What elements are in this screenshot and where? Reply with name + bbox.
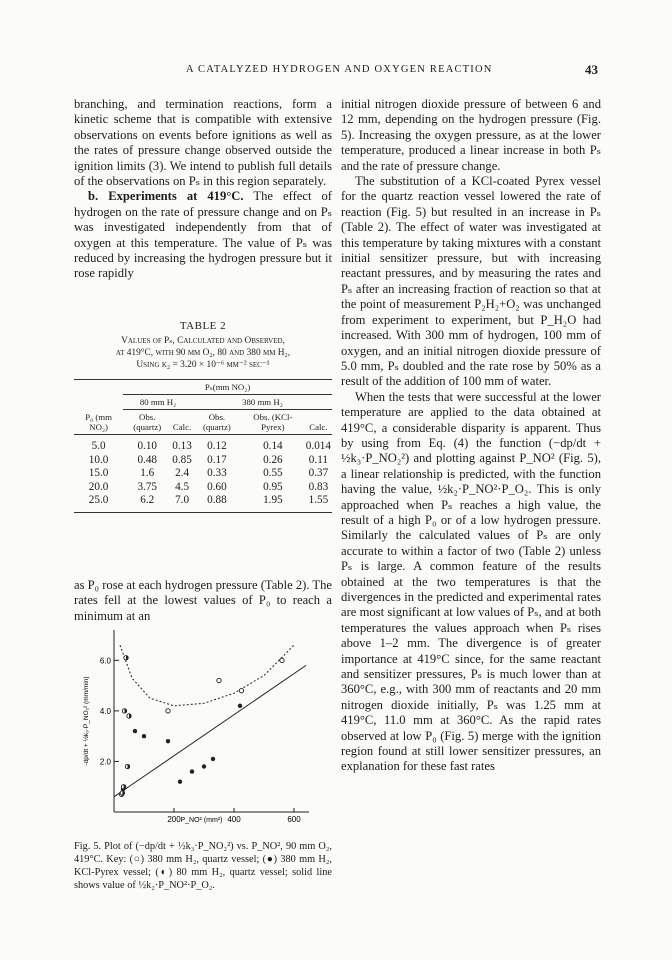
table-cell: 0.33 <box>207 467 227 479</box>
table-cell: 7.0 <box>171 494 193 512</box>
paragraph-initial-no2: initial nitrogen dioxide pressure of between 6 and 12 mm, depending on the hydrogen pressure (Fig. 5). Increasing the oxygen pressure, as at the lower temperature, produced a linear increase in both Pₛ and the rate of pressure change. <box>341 97 601 173</box>
y-tick-label: 2.0 <box>99 757 111 767</box>
data-point-filled <box>202 764 206 768</box>
table-cell: 4.5 <box>175 480 190 493</box>
dashed-curve <box>120 645 294 706</box>
table-cell: 1.6 <box>140 467 155 479</box>
col-header-p0: P₀ (mm NO₂) <box>74 380 123 435</box>
paragraph-tests: When the tests that were successful at the lower temperature are applied to the data obtained at 419°C, a considerable disparity is apparent. Thus by using from Eq. (4) the function (−dp/dt + ½k₃·P_NO₂²) and plotting against P_NO² (Fig. 5), a linear relationship is predicted, with the function having the value, ½k₂·P_NO²·P_O₂. This is only approached when Pₛ reaches a high value, the result of a high P₀ or of a low hydrogen pressure. Similarly the calculated values of Pₛ are only accurate to within a factor of two (Table 2) unless Pₛ is large. A common feature of the results obtained at the two temperatures is that the divergences in the predicted and experimental rates are most significant at low values of Pₛ, and at both temperatures the values approach when Pₛ rises above 1–2 mm. The divergence is of greater importance at 419°C since, for the same reactant and sensitizer pressures, Pₛ is much lower than at 360°C, e.g., with 300 mm of reactants and 20 mm nitrogen dioxide initially, Pₛ was 1.25 mm at 419°C, 11.0 mm at 360°C. As the rapid rates observed at low P₀ (Fig. 5) merge with the ignition region found at still lower sensitizer pressures, an explanation for these fast rates <box>341 389 601 774</box>
table-cell: 0.95 <box>263 480 283 493</box>
paragraph-p0-rose: as P₀ rose at each hydrogen pressure (Table 2). The rates fell at the lowest values of P₀ to reach a minimum at an <box>74 578 332 623</box>
y-tick-label: 4.0 <box>99 706 111 716</box>
table-row <box>74 467 332 481</box>
table-cell: 0.17 <box>207 453 227 466</box>
data-point-filled <box>133 729 137 733</box>
table-2 <box>74 320 332 513</box>
col-header-obs-quartz: Obs. (quartz) <box>123 410 171 435</box>
y-tick-label: 6.0 <box>99 656 111 666</box>
col-header-obs-kcl: Obs. (KCl-Pyrex) <box>241 410 305 435</box>
col-header-calc-380: Calc. <box>305 410 332 435</box>
paragraph-kcl-pyrex: The substitution of a KCl-coated Pyrex vessel for the quartz reaction vessel lowered the rate of reaction (Fig. 5) but resulted in an increase in Pₛ (Table 2). The effect of water was investigated at this temperature by taking mixtures with a constant initial sensitizer pressure, but with increasing reactant pressures, and by measuring the rates and Pₛ after an increasing fraction of reaction so that at the point of measurement P₂H₂+O₂ was unchanged from experiment to experiment, but P_H₂O had increased. With 300 mm of hydrogen, 100 mm of oxygen, and an initial nitrogen dioxide pressure of 5.0 mm, Pₛ doubled and the rate rose by 50% as a result of the addition of 100 mm of water. <box>341 174 601 389</box>
page-number: 43 <box>585 62 598 77</box>
table-cell: 15.0 <box>88 467 109 479</box>
data-point-filled <box>190 769 194 773</box>
left-column-top <box>74 97 332 282</box>
data-point-filled <box>166 739 170 743</box>
data-point-open <box>166 709 170 713</box>
table-caption-line: Using k₂ = 3.20 × 10⁻⁶ mm⁻² sec⁻¹ <box>136 360 270 370</box>
col-header-obs-quartz-380: Obs. (quartz) <box>193 410 241 435</box>
table-cell: 0.14 <box>263 440 283 452</box>
table-cell: 0.48 <box>137 453 158 466</box>
x-tick-label: 200 <box>167 815 181 824</box>
table-cell: 0.26 <box>263 453 283 466</box>
right-column <box>341 97 601 775</box>
table-cell: 0.10 <box>137 440 158 452</box>
table-row <box>74 435 332 454</box>
table-number: TABLE 2 <box>179 320 227 332</box>
left-column-mid <box>74 578 332 624</box>
group-header-80: 80 mm H₂ <box>123 395 193 410</box>
table-cell: 0.37 <box>308 467 329 479</box>
data-point-open <box>217 678 221 682</box>
data-point-filled <box>142 734 146 738</box>
data-point-filled <box>211 757 215 761</box>
table-cell: 0.88 <box>193 494 241 512</box>
paragraph-experiments-419 <box>74 189 332 281</box>
x-tick-label: 600 <box>287 815 301 824</box>
section-heading: b. Experiments at 419°C. <box>88 189 244 204</box>
table-cell: 10.0 <box>88 453 109 466</box>
table-cell: 3.75 <box>137 480 158 493</box>
y-axis-label: -dp/dt + ½k₃·P_NO₂² (mm/min) <box>83 676 90 766</box>
table-caption-line: at 419°C, with 90 mm O₂, 80 and 380 mm H₂, <box>115 348 291 358</box>
data-table <box>74 379 332 513</box>
table-cell: 0.55 <box>263 467 283 479</box>
data-point-filled <box>238 704 242 708</box>
table-cell: 20.0 <box>88 480 109 493</box>
table-cell: 2.4 <box>175 467 190 479</box>
table-cell: 0.60 <box>207 480 227 493</box>
table-cell: 1.55 <box>305 494 332 512</box>
table-cell: 0.12 <box>207 440 227 452</box>
figure-5-caption: Fig. 5. Plot of (−dp/dt + ½k₃·P_NO₂²) vs. P_NO², 90 mm O₂, 419°C. Key: (○) 380 mm H₂, quartz vessel; (●) 380 mm H₂, KCl-Pyrex vessel; (◐) 80 mm H₂, quartz vessel; solid line shows value of ½k₂·P_NO²·P_O₂. <box>74 841 332 891</box>
table-cell: 5.0 <box>91 440 106 452</box>
x-axis-label: P_NO² (mm²) <box>180 817 223 824</box>
table-row <box>74 454 332 468</box>
data-point-open <box>239 688 243 692</box>
table-cell: 1.95 <box>241 494 305 512</box>
table-cell: 0.85 <box>172 453 192 466</box>
table-cell: 0.13 <box>172 440 192 452</box>
table-row <box>74 481 332 495</box>
table-cell: 6.2 <box>123 494 171 512</box>
spanner-header: Pₛ(mm NO₂) <box>123 380 332 395</box>
solid-line <box>114 665 306 796</box>
paragraph-branching: branching, and termination reactions, form a kinetic scheme that is compatible with extensive observations on events before ignitions as well as the rates of pressure change observed outside the ignition limits (3). We intend to publish full details of the observations on Pₛ in this region separately. <box>74 97 332 189</box>
figure-5-plot <box>74 622 332 837</box>
running-title: A CATALYZED HYDROGEN AND OXYGEN REACTION <box>186 64 493 75</box>
group-header-380: 380 mm H₂ <box>193 395 332 410</box>
paragraph-experiments-text: The effect of hydrogen on the rate of pressure change and on Pₛ was investigated independently from that of oxygen at this temperature. The value of Pₛ was reduced by increasing the hydrogen pressure but it rose rapidly <box>74 189 332 281</box>
table-caption <box>74 335 332 371</box>
table-cell: 0.83 <box>308 480 329 493</box>
table-cell: 0.11 <box>308 453 328 466</box>
col-header-calc: Calc. <box>171 410 193 435</box>
running-header <box>0 64 672 82</box>
data-point-filled <box>178 779 182 783</box>
table-cell: 0.014 <box>305 440 331 452</box>
table-cell: 25.0 <box>74 494 123 512</box>
table-caption-line: Values of Pₛ, Calculated and Observed, <box>121 336 285 346</box>
table-row <box>74 494 332 512</box>
data-point-open <box>280 658 284 662</box>
x-tick-label: 400 <box>227 815 241 824</box>
